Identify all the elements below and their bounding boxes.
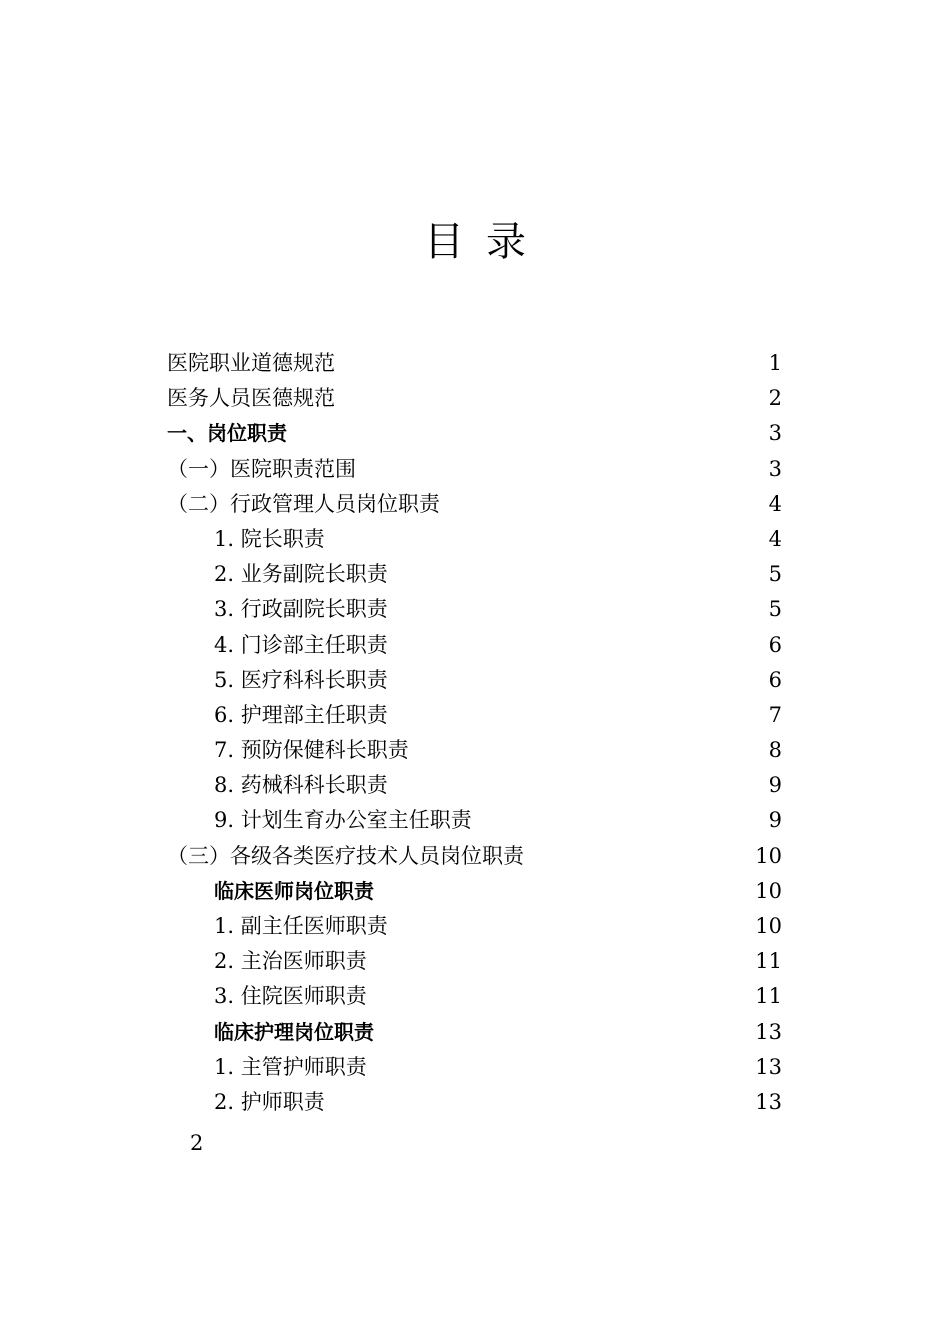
toc-entry[interactable] bbox=[0, 663, 950, 698]
toc-entry-label: 8. 药械科科长职责 bbox=[214, 773, 388, 798]
toc-entry-page: 9 bbox=[768, 773, 782, 798]
page-title: 目录 bbox=[424, 219, 548, 265]
toc-entry[interactable] bbox=[0, 628, 950, 663]
toc-entry[interactable] bbox=[0, 487, 950, 522]
toc-entry[interactable] bbox=[0, 944, 950, 979]
toc-entry-label: 3. 住院医师职责 bbox=[214, 984, 367, 1009]
toc-entry[interactable] bbox=[0, 522, 950, 557]
toc-entry[interactable] bbox=[0, 733, 950, 768]
toc-entry-label: 一、岗位职责 bbox=[167, 421, 287, 446]
toc-entry-label: 临床医师岗位职责 bbox=[214, 878, 374, 903]
toc-entry-page: 3 bbox=[768, 456, 782, 481]
toc-entry-label: （三）各级各类医疗技术人员岗位职责 bbox=[167, 843, 524, 868]
toc-entry-page: 13 bbox=[755, 1019, 782, 1044]
page-number: 2 bbox=[190, 1131, 204, 1155]
toc-entry[interactable] bbox=[0, 979, 950, 1014]
toc-entry-page: 11 bbox=[755, 984, 782, 1009]
toc-entry-page: 5 bbox=[768, 562, 782, 587]
toc-entry[interactable] bbox=[0, 768, 950, 803]
toc-entry-label: （一）医院职责范围 bbox=[167, 456, 356, 481]
toc-entry-label: 9. 计划生育办公室主任职责 bbox=[214, 808, 472, 833]
toc-entry-page: 10 bbox=[755, 914, 782, 938]
toc-entry-label: 2. 业务副院长职责 bbox=[214, 562, 388, 587]
toc-entry[interactable] bbox=[0, 416, 950, 451]
toc-entry[interactable] bbox=[0, 1085, 950, 1120]
toc-entry-page: 10 bbox=[755, 843, 782, 868]
toc-entry-page: 4 bbox=[768, 526, 782, 551]
toc-entry[interactable] bbox=[0, 452, 950, 487]
toc-entry-label: 7. 预防保健科长职责 bbox=[214, 738, 409, 763]
toc-entry-page: 6 bbox=[768, 632, 782, 657]
toc-entry-label: 5. 医疗科科长职责 bbox=[214, 667, 388, 692]
toc-entry-label: 医务人员医德规范 bbox=[167, 386, 335, 411]
toc-entry-label: 4. 门诊部主任职责 bbox=[214, 632, 388, 657]
toc-entry[interactable] bbox=[0, 839, 950, 874]
toc-entry-page: 1 bbox=[768, 351, 782, 375]
toc-entry-page: 2 bbox=[768, 386, 782, 411]
toc-entry-label: 1. 副主任医师职责 bbox=[214, 914, 388, 938]
toc-entry[interactable] bbox=[0, 803, 950, 838]
toc-entry-page: 8 bbox=[768, 738, 782, 763]
toc-entry-label: （二）行政管理人员岗位职责 bbox=[167, 491, 440, 516]
toc-entry[interactable] bbox=[0, 557, 950, 592]
toc-entry[interactable] bbox=[0, 698, 950, 733]
toc-entry-page: 4 bbox=[768, 491, 782, 516]
toc-entry-page: 7 bbox=[768, 702, 782, 727]
toc-entry[interactable] bbox=[0, 346, 950, 381]
toc-entry-label: 1. 院长职责 bbox=[214, 526, 325, 551]
toc-entry-label: 6. 护理部主任职责 bbox=[214, 702, 388, 727]
toc-entry-page: 10 bbox=[755, 878, 782, 903]
toc-entry-page: 13 bbox=[755, 1089, 782, 1114]
toc-entry-label: 2. 护师职责 bbox=[214, 1089, 325, 1114]
toc-entry[interactable] bbox=[0, 1015, 950, 1050]
toc-entry-page: 11 bbox=[755, 949, 782, 974]
toc-entry-label: 3. 行政副院长职责 bbox=[214, 597, 388, 622]
toc-entry-page: 3 bbox=[768, 421, 782, 446]
toc-entry-page: 9 bbox=[768, 808, 782, 833]
toc-entry-page: 5 bbox=[768, 597, 782, 622]
toc-entry[interactable] bbox=[0, 592, 950, 627]
toc-entry-label: 2. 主治医师职责 bbox=[214, 949, 367, 974]
toc-entry[interactable] bbox=[0, 909, 950, 944]
toc-entry[interactable] bbox=[0, 874, 950, 909]
table-of-contents bbox=[0, 346, 950, 1120]
toc-entry[interactable] bbox=[0, 381, 950, 416]
toc-entry-page: 13 bbox=[755, 1054, 782, 1079]
toc-entry[interactable] bbox=[0, 1050, 950, 1085]
toc-entry-page: 6 bbox=[768, 667, 782, 692]
toc-entry-label: 临床护理岗位职责 bbox=[214, 1019, 374, 1044]
toc-entry-label: 1. 主管护师职责 bbox=[214, 1054, 367, 1079]
toc-entry-label: 医院职业道德规范 bbox=[167, 351, 335, 375]
